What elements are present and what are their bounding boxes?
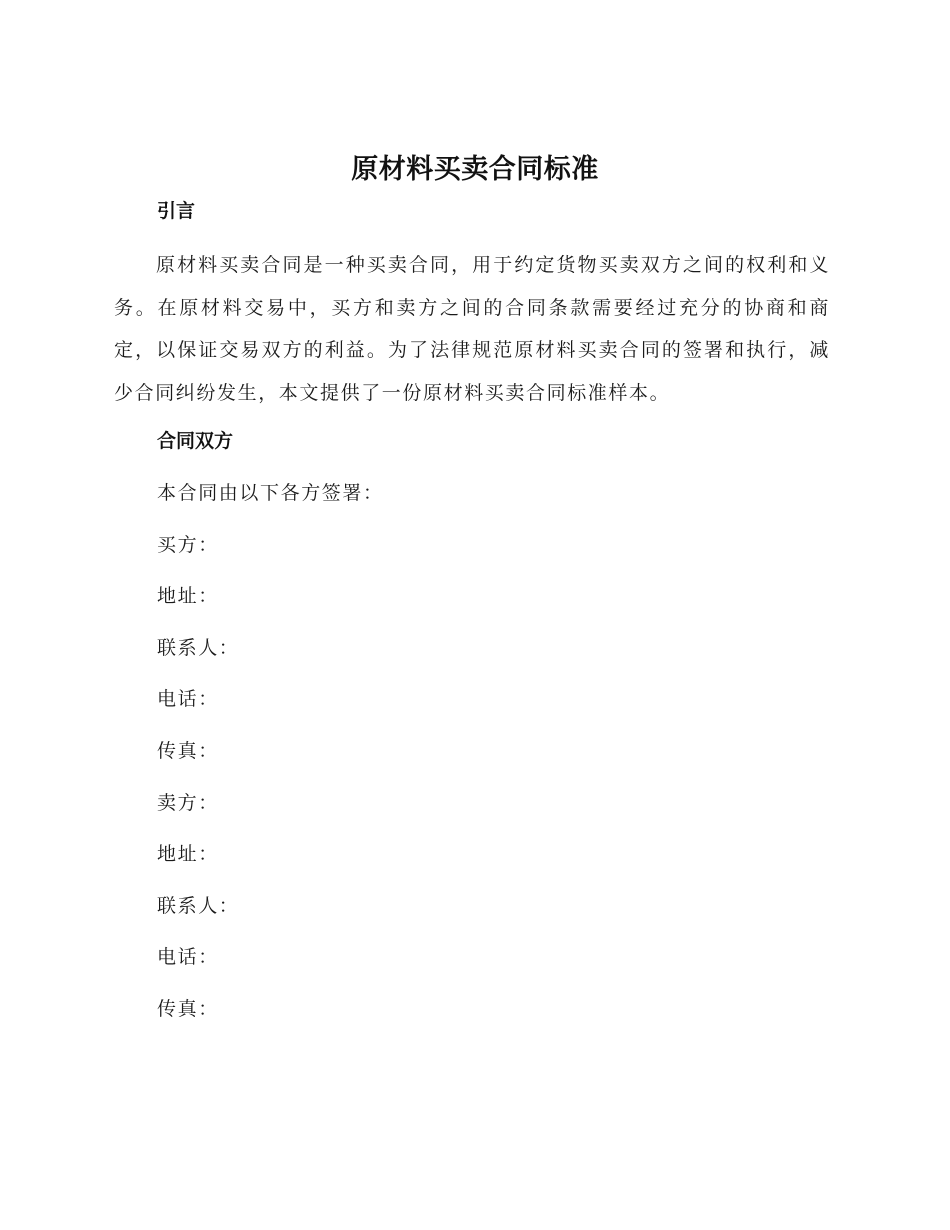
document-title: 原材料买卖合同标准 bbox=[351, 154, 599, 185]
buyer-phone-label: 电话： bbox=[157, 688, 219, 710]
seller-phone-label: 电话： bbox=[157, 946, 219, 968]
intro-paragraph: 原材料买卖合同是一种买卖合同，用于约定货物买卖双方之间的权利和义务。在原材料交易中，买方和卖方之间的合同条款需要经过充分的协商和商定，以保证交易双方的利益。为了法律规范原材料买卖合同的签署和执行，减少合同纠纷发生，本文提供了一份原材料买卖合同标准样本。 bbox=[114, 254, 830, 405]
signing-parties-statement: 本合同由以下各方签署： bbox=[157, 482, 384, 504]
seller-label: 卖方： bbox=[157, 792, 219, 814]
buyer-label: 买方： bbox=[157, 534, 219, 556]
buyer-fax-label: 传真： bbox=[157, 740, 219, 762]
section-heading-parties: 合同双方 bbox=[157, 430, 234, 452]
seller-address-label: 地址： bbox=[157, 843, 219, 865]
buyer-address-label: 地址： bbox=[157, 585, 219, 607]
buyer-contact-label: 联系人： bbox=[157, 637, 240, 659]
seller-contact-label: 联系人： bbox=[157, 895, 240, 917]
seller-fax-label: 传真： bbox=[157, 998, 219, 1020]
section-heading-intro: 引言 bbox=[157, 200, 196, 222]
